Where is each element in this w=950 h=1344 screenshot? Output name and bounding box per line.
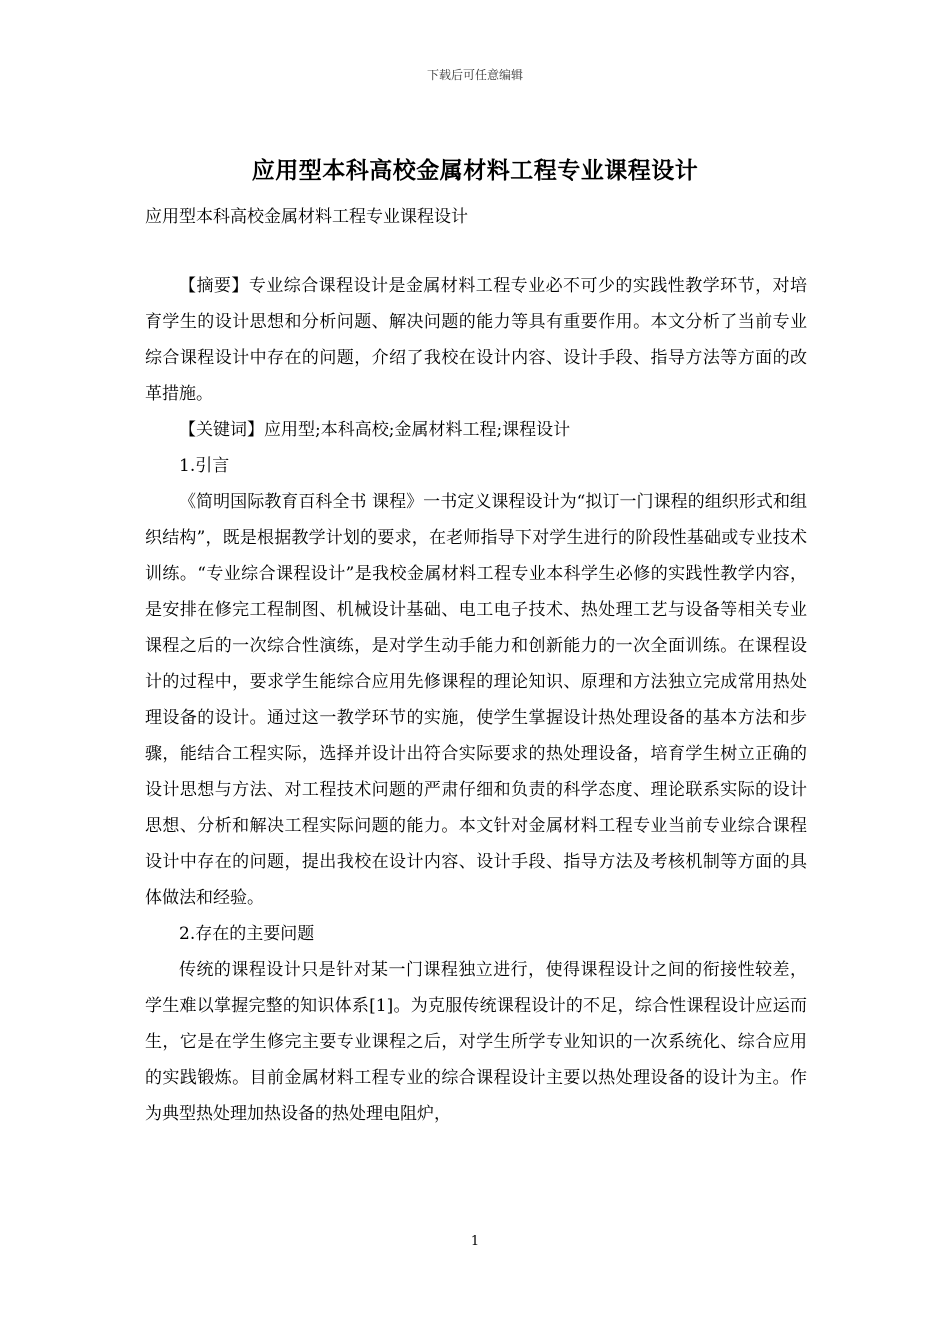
document-subtitle: 应用型本科高校金属材料工程专业课程设计 [145, 207, 468, 227]
page-number: 1 [470, 1234, 480, 1249]
section-2-paragraph: 传统的课程设计只是针对某一门课程独立进行，使得课程设计之间的衔接性较差，学生难以掌握完整的知识体系[1]。为克服传统课程设计的不足，综合性课程设计应运而生，它是在学生修完主要专业课程之后，对学生所学专业知识的一次系统化、综合应用的实践锻炼。目前金属材料工程专业的综合课程设计主要以热处理设备的设计为主。作为典型热处理加热设备的热处理电阻炉， [145, 960, 807, 1124]
header-note: 下载后可任意编辑 [426, 68, 523, 82]
document-title: 应用型本科高校金属材料工程专业课程设计 [251, 158, 699, 184]
document-body [145, 268, 807, 1132]
keywords-paragraph: 【关键词】应用型;本科高校;金属材料工程;课程设计 [179, 420, 571, 440]
section-1-heading: 1.引言 [179, 456, 230, 476]
abstract-paragraph: 【摘要】专业综合课程设计是金属材料工程专业必不可少的实践性教学环节，对培育学生的设计思想和分析问题、解决问题的能力等具有重要作用。本文分析了当前专业综合课程设计中存在的问题，介绍了我校在设计内容、设计手段、指导方法等方面的改革措施。 [145, 276, 807, 404]
section-2-heading: 2.存在的主要问题 [179, 924, 315, 944]
section-1-paragraph: 《简明国际教育百科全书 课程》一书定义课程设计为“拟订一门课程的组织形式和组织结构”，既是根据教学计划的要求，在老师指导下对学生进行的阶段性基础或专业技术训练。“专业综合课程设计”是我校金属材料工程专业本科学生必修的实践性教学内容，是安排在修完工程制图、机械设计基础、电工电子技术、热处理工艺与设备等相关专业课程之后的一次综合性演练，是对学生动手能力和创新能力的一次全面训练。在课程设计的过程中，要求学生能综合应用先修课程的理论知识、原理和方法独立完成常用热处理设备的设计。通过这一教学环节的实施，使学生掌握设计热处理设备的基本方法和步骤，能结合工程实际，选择并设计出符合实际要求的热处理设备，培育学生树立正确的设计思想与方法、对工程技术问题的严肃仔细和负责的科学态度、理论联系实际的设计思想、分析和解决工程实际问题的能力。本文针对金属材料工程专业当前专业综合课程设计中存在的问题，提出我校在设计内容、设计手段、指导方法及考核机制等方面的具体做法和经验。 [145, 492, 807, 908]
